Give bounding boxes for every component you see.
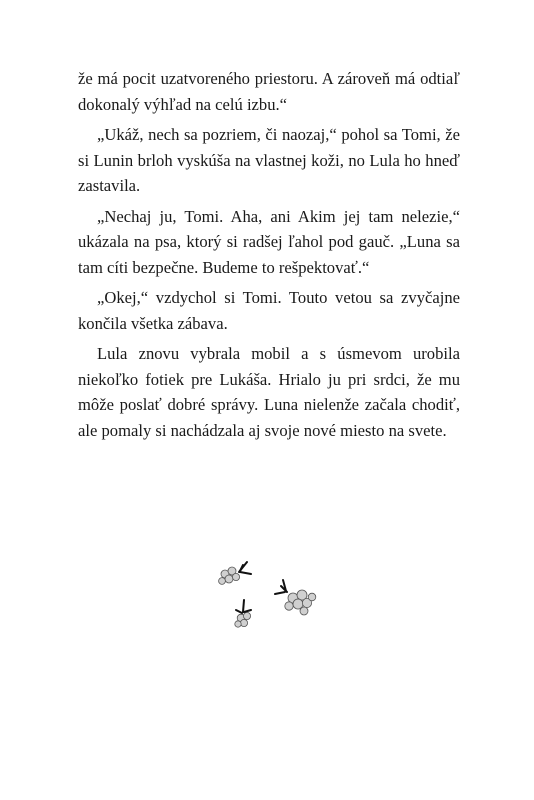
paragraph-2: „Ukáž, nech sa pozriem, či naozaj,“ pohol sa Tomi, že si Lunin brloh vyskúša na vlastnej koži, no Lula ho hneď zastavila. bbox=[78, 125, 460, 195]
paragraph-1: že má pocit uzatvoreného priestoru. A zároveň má odtiaľ dokonalý výhľad na celú izbu.“ bbox=[78, 69, 460, 114]
body-text bbox=[78, 66, 460, 448]
paragraph-5: Lula znovu vybrala mobil a s úsmevom urobila niekoľko fotiek pre Lukáša. Hrialo ju pri srdci, že mu môže poslať dobré správy. Luna nielenže začala chodiť, ale pomaly si nachádzala aj svoje nové miesto na svete. bbox=[78, 344, 460, 440]
berries-ornament-icon bbox=[213, 558, 333, 638]
paragraph-4: „Okej,“ vzdychol si Tomi. Touto vetou sa zvyčajne končila všetka zábava. bbox=[78, 288, 460, 333]
paragraph-3: „Nechaj ju, Tomi. Aha, ani Akim jej tam nelezie,“ ukázala na psa, ktorý si radšej ľahol pod gauč. „Luna sa tam cíti bezpečne. Budeme to rešpektovať.“ bbox=[78, 206, 460, 277]
